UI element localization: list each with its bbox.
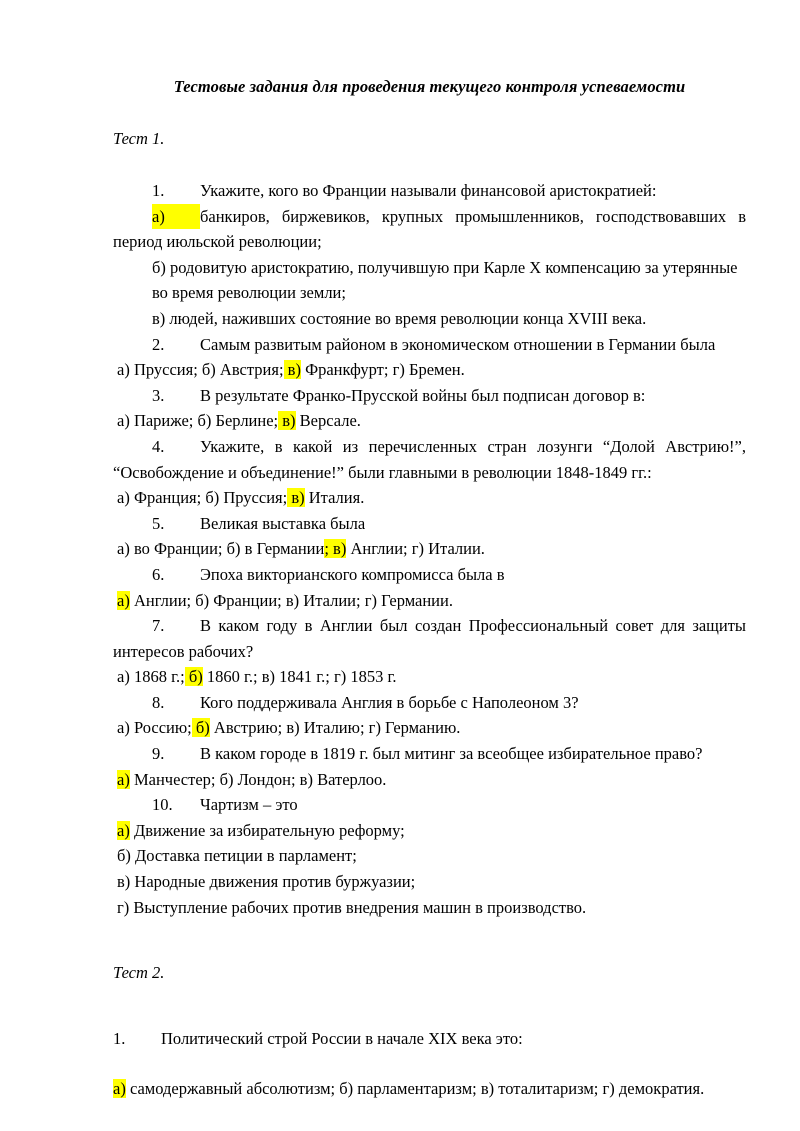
option-marker: в) [117, 872, 131, 892]
question-1 [113, 178, 746, 204]
question-10-option-a [113, 818, 746, 844]
test1-label: Тест 1. [113, 129, 165, 148]
answer-after: Манчестер; б) Лондон; в) Ватерлоо. [129, 769, 387, 789]
option-text: людей, наживших состояние во время революции конца XVIII века. [169, 308, 647, 328]
question-1-option-a [113, 204, 746, 255]
answer-after: Версале. [295, 411, 361, 431]
question-9 [113, 741, 746, 767]
question-1-option-c [113, 306, 746, 332]
question-3-answers [113, 408, 746, 434]
option-marker: б) [152, 257, 166, 277]
answer-highlighted: в) [283, 360, 301, 380]
question-8 [113, 690, 746, 716]
answer-highlighted: а) [117, 769, 130, 789]
test2-question-1 [113, 1026, 746, 1052]
question-text: Укажите, кого во Франции называли финансовой аристократией: [200, 181, 657, 200]
answer-highlighted: в) [278, 411, 296, 431]
answer-after: Франкфурт; г) Бремен. [300, 360, 465, 380]
option-text: Доставка петиции в парламент; [130, 846, 357, 866]
spacer [113, 152, 746, 178]
question-1-option-b [113, 255, 746, 306]
question-text: В каком городе в 1819 г. был митинг за всеобщее избирательное право? [200, 744, 703, 764]
question-text: В каком году в Англии был создан Профессиональный совет для защиты интересов рабочих? [113, 616, 746, 661]
answer-before: а) во Франции; б) в Германии [117, 539, 325, 559]
question-text: Самым развитым районом в экономическом отношении в Германии была [200, 334, 716, 354]
answer-before: а) Россию; [117, 718, 192, 738]
spacer [113, 1052, 746, 1076]
question-8-answers [113, 715, 746, 741]
question-2-answers [113, 357, 746, 383]
question-number: 10. [152, 795, 173, 815]
option-text: Народные движения против буржуазии; [130, 872, 416, 892]
answer-before: а) Париже; б) Берлине; [117, 411, 279, 431]
answer-after: Англии; г) Италии. [346, 539, 485, 559]
test2-label: Тест 2. [113, 963, 165, 983]
spacer [113, 920, 746, 960]
question-number: 5. [152, 513, 165, 533]
option-text: Выступление рабочих против внедрения машин в производство. [129, 897, 587, 917]
answer-after: самодержавный абсолютизм; б) парламентаризм; в) тоталитаризм; г) демократия. [125, 1078, 705, 1098]
option-text: Движение за избирательную реформу; [129, 820, 405, 840]
option-text: банкиров, биржевиков, крупных промышленников, господствовавших в период июльской революции; [113, 206, 746, 252]
question-number: 7. [152, 616, 165, 636]
answer-highlighted: б) [184, 667, 203, 687]
question-number: 6. [152, 564, 165, 584]
question-number: 2. [152, 334, 165, 354]
answer-after: Италия. [304, 488, 365, 508]
option-marker: г) [117, 897, 130, 917]
question-9-answers [113, 767, 746, 793]
question-10-option-b [113, 843, 746, 869]
question-4 [113, 434, 746, 485]
question-number: 1. [152, 181, 165, 200]
answer-before: а) Пруссия; б) Австрия; [117, 360, 284, 380]
question-number: 1. [113, 1029, 126, 1049]
answer-highlighted: а) [117, 590, 130, 610]
page-title: Тестовые задания для проведения текущего контроля успеваемости [173, 77, 686, 96]
question-5-answers [113, 536, 746, 562]
answer-after: 1860 г.; в) 1841 г.; г) 1853 г. [202, 667, 397, 687]
question-text: Кого поддерживала Англия в борьбе с Наполеоном 3? [200, 692, 579, 712]
question-number: 3. [152, 385, 165, 405]
answer-before: а) 1868 г.; [117, 667, 185, 687]
question-6-answers [113, 588, 746, 614]
question-text: В результате Франко-Прусской войны был подписан договор в: [200, 385, 646, 405]
question-6 [113, 562, 746, 588]
question-5 [113, 511, 746, 537]
question-number: 4. [152, 436, 165, 456]
spacer [113, 986, 746, 1026]
test2-question-1-answers [113, 1076, 746, 1102]
answer-after: Австрию; в) Италию; г) Германию. [209, 718, 461, 738]
question-10 [113, 792, 746, 818]
question-text: Политический строй России в начале XIX века это: [161, 1029, 523, 1049]
question-7-answers [113, 664, 746, 690]
question-3 [113, 383, 746, 409]
question-text: Эпоха викторианского компромисса была в [200, 564, 505, 584]
option-marker: в) [152, 308, 166, 328]
answer-highlighted: б) [191, 718, 210, 738]
answer-highlighted: ; в) [324, 539, 347, 559]
option-marker-highlighted: а) [152, 204, 200, 230]
document-body [113, 74, 746, 1101]
question-10-option-c [113, 869, 746, 895]
option-text: родовитую аристократию, получившую при Карле Х компенсацию за утерянные во время революции земли; [152, 257, 738, 303]
question-7 [113, 613, 746, 664]
option-marker: б) [117, 846, 131, 866]
question-4-answers [113, 485, 746, 511]
question-text: Укажите, в какой из перечисленных стран лозунги “Долой Австрию!”, “Освобождение и объединение!” были главными в революции 1848-1849 гг.: [113, 436, 746, 482]
question-10-option-d [113, 895, 746, 921]
answer-highlighted: а) [113, 1078, 126, 1098]
question-text: Чартизм – это [200, 795, 298, 815]
answer-highlighted: в) [287, 488, 305, 508]
question-number: 9. [152, 744, 165, 764]
spacer [113, 100, 746, 126]
question-number: 8. [152, 692, 165, 712]
option-marker-highlighted: а) [117, 820, 130, 840]
question-text: Великая выставка была [200, 513, 366, 533]
answer-before: а) Франция; б) Пруссия; [117, 488, 288, 508]
answer-after: Англии; б) Франции; в) Италии; г) Германии. [129, 590, 453, 610]
question-2 [113, 332, 746, 358]
